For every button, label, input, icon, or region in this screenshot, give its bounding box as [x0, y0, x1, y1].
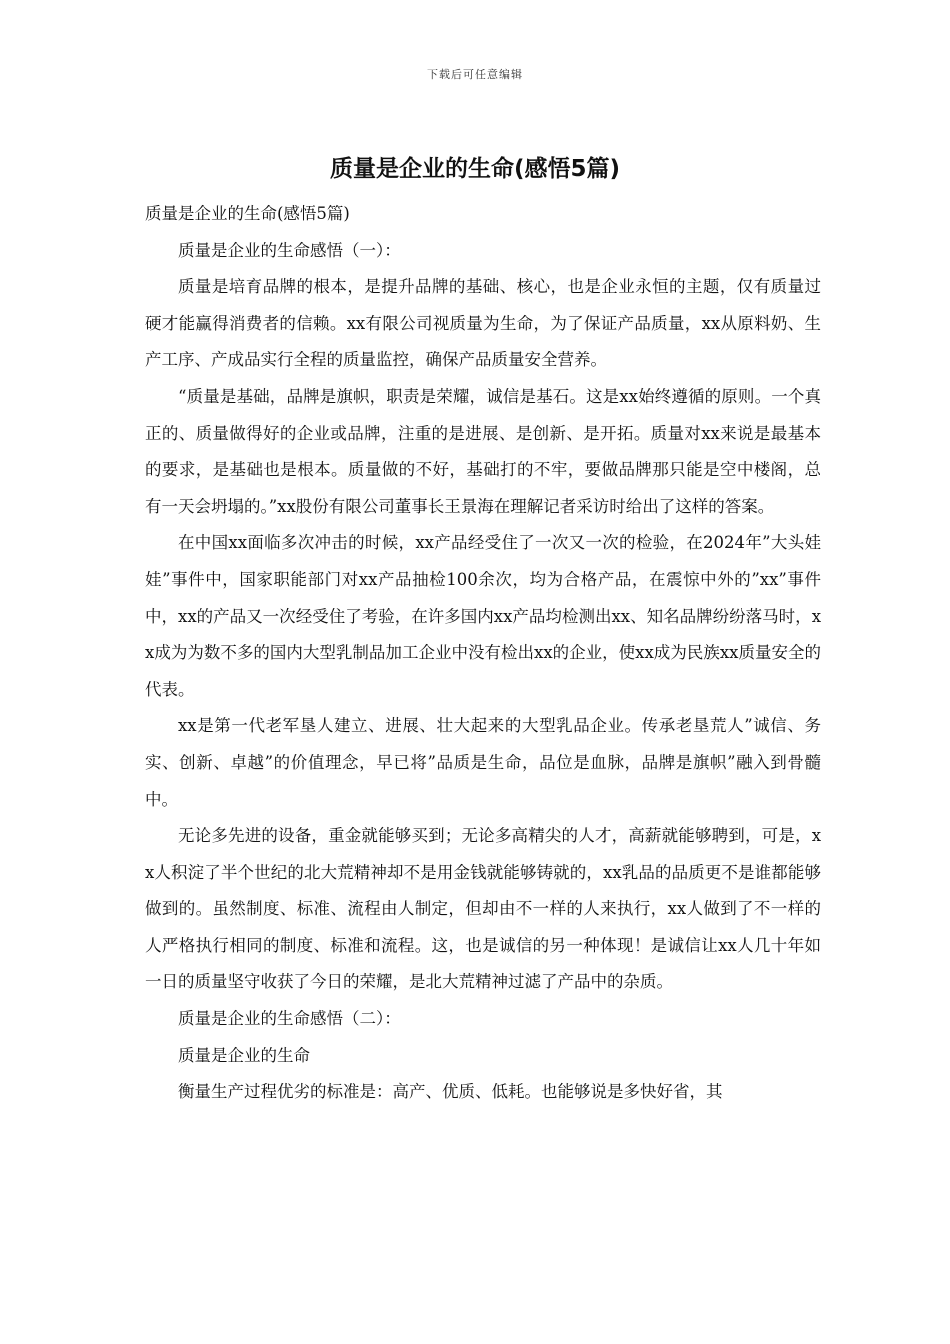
document-title: 质量是企业的生命(感悟5篇): [329, 156, 621, 182]
section-heading-1: 质量是企业的生命感悟（一）：: [178, 240, 401, 260]
body-paragraph: “质量是基础，品牌是旗帜，职责是荣耀，诚信是基石。这是xx始终遵循的原则。一个真正的、质量做得好的企业或品牌，注重的是进展、是创新、是开拓。质量对xx来说是最基本的要求，是基础也是根本。质量做的不好，基础打的不牢，要做品牌那只能是空中楼阁，总有一天会坍塌的。”xx股份有限公司董事长王景海在理解记者采访时给出了这样的答案。: [145, 386, 821, 516]
body-paragraph: 质量是培育品牌的根本，是提升品牌的基础、核心，也是企业永恒的主题，仅有质量过硬才能赢得消费者的信赖。xx有限公司视质量为生命，为了保证产品质量，xx从原料奶、生产工序、产成品实行全程的质量监控，确保产品质量安全营养。: [145, 277, 821, 370]
section-subheading: 质量是企业的生命: [178, 1045, 310, 1065]
body-paragraph: 无论多先进的设备，重金就能够买到；无论多高精尖的人才，高薪就能够聘到，可是，xx人积淀了半个世纪的北大荒精神却不是用金钱就能够铸就的，xx乳品的品质更不是谁都能够做到的。虽然制度、标准、流程由人制定，但却由不一样的人来执行，xx人做到了不一样的人严格执行相同的制度、标准和流程。这，也是诚信的另一种体现！是诚信让xx人几十年如一日的质量坚守收获了今日的荣耀，是北大荒精神过滤了产品中的杂质。: [145, 826, 821, 992]
subtitle-paragraph: 质量是企业的生命(感悟5篇): [145, 204, 350, 223]
section-heading-2: 质量是企业的生命感悟（二）：: [178, 1009, 401, 1029]
document-body: [145, 196, 821, 1111]
body-paragraph: xx是第一代老军垦人建立、进展、壮大起来的大型乳品企业。传承老垦荒人”诚信、务实、创新、卓越”的价值理念，早已将”品质是生命，品位是血脉，品牌是旗帜”融入到骨髓中。: [145, 716, 821, 809]
body-paragraph: 在中国xx面临多次冲击的时候，xx产品经受住了一次又一次的检验，在2024年”大头娃娃”事件中，国家职能部门对xx产品抽检100余次，均为合格产品，在震惊中外的”xx”事件中，xx的产品又一次经受住了考验，在许多国内xx产品均检测出xx、知名品牌纷纷落马时，xx成为为数不多的国内大型乳制品加工企业中没有检出xx的企业，使xx成为民族xx质量安全的代表。: [145, 533, 821, 699]
body-paragraph: 衡量生产过程优劣的标准是：高产、优质、低耗。也能够说是多快好省，其: [178, 1082, 723, 1102]
header-note: 下载后可任意编辑: [427, 68, 523, 81]
